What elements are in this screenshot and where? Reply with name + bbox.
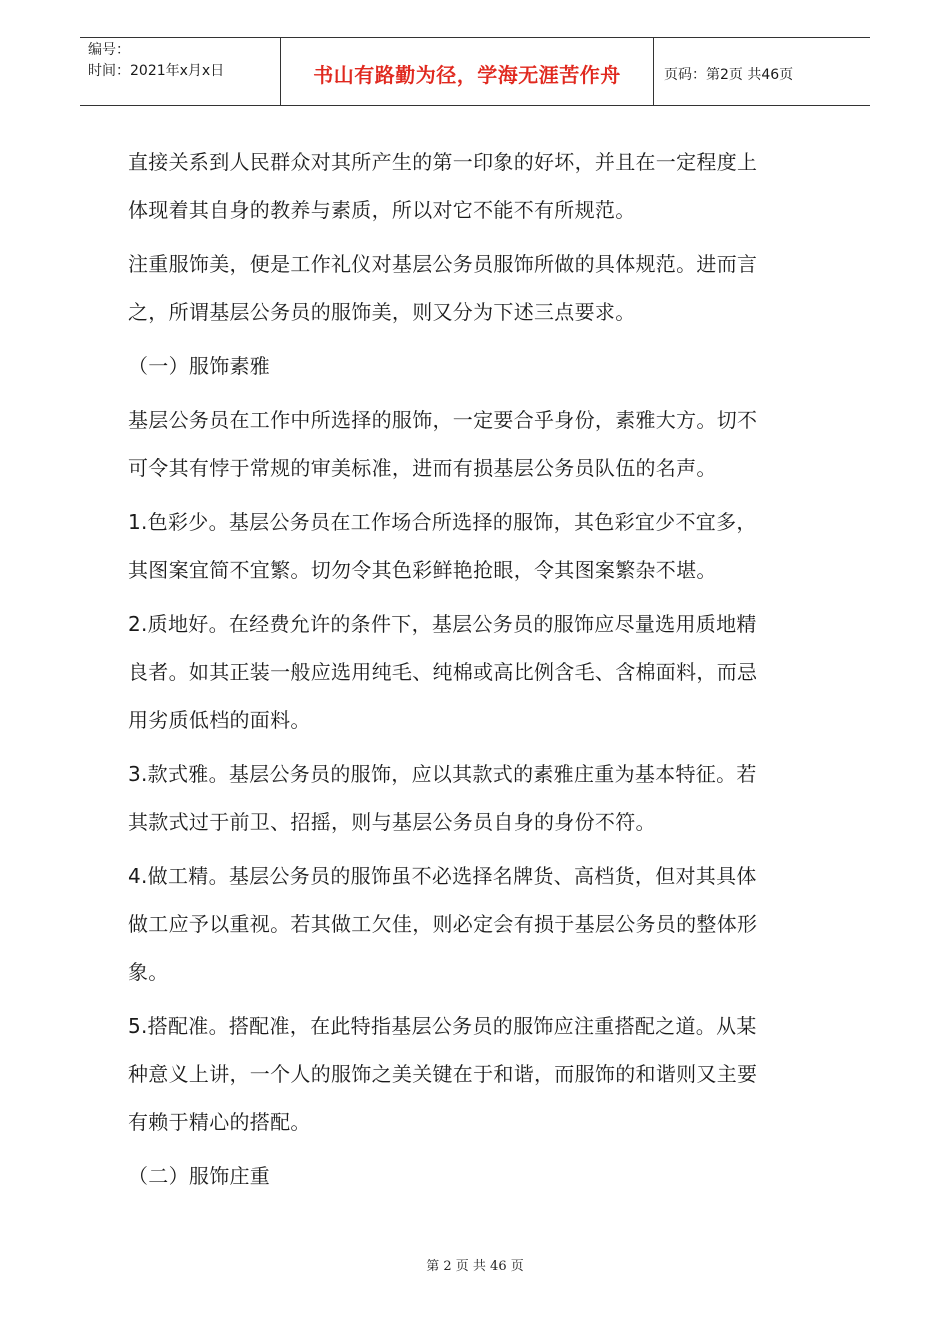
text-line: 2.质地好。在经费允许的条件下，基层公务员的服饰应尽量选用质地精 xyxy=(128,612,757,636)
text-line: （一）服饰素雅 xyxy=(128,354,271,378)
text-line: 象。 xyxy=(128,960,169,984)
text-line: 用劣质低档的面料。 xyxy=(128,708,311,732)
paragraph xyxy=(128,600,828,744)
text-line: 直接关系到人民群众对其所产生的第一印象的好坏，并且在一定程度上 xyxy=(128,150,758,174)
body-text xyxy=(128,138,828,1200)
number-label: 编号： xyxy=(88,42,130,58)
text-line: 1.色彩少。基层公务员在工作场合所选择的服饰，其色彩宜少不宜多， xyxy=(128,510,757,534)
paragraph xyxy=(128,138,828,234)
text-line: 其款式过于前卫、招摇，则与基层公务员自身的身份不符。 xyxy=(128,810,656,834)
text-line: 种意义上讲，一个人的服饰之美关键在于和谐，而服饰的和谐则又主要 xyxy=(128,1062,758,1086)
paragraph xyxy=(128,342,828,390)
text-line: 可令其有悖于常规的审美标准，进而有损基层公务员队伍的名声。 xyxy=(128,456,717,480)
text-line: （二）服饰庄重 xyxy=(128,1164,271,1188)
text-line: 良者。如其正装一般应选用纯毛、纯棉或高比例含毛、含棉面料，而忌 xyxy=(128,660,758,684)
header-motto: 书山有路勤为径，学海无涯苦作舟 xyxy=(281,38,654,105)
paragraph xyxy=(128,498,828,594)
text-line: 3.款式雅。基层公务员的服饰，应以其款式的素雅庄重为基本特征。若 xyxy=(128,762,757,786)
text-line: 5.搭配准。搭配准，在此特指基层公务员的服饰应注重搭配之道。从某 xyxy=(128,1014,757,1038)
paragraph xyxy=(128,396,828,492)
paragraph xyxy=(128,240,828,336)
paragraph xyxy=(128,1152,828,1200)
text-line: 4.做工精。基层公务员的服饰虽不必选择名牌货、高档货，但对其具体 xyxy=(128,864,757,888)
text-line: 基层公务员在工作中所选择的服饰，一定要合乎身份，素雅大方。切不 xyxy=(128,408,758,432)
header-page-info: 页码：第2页 共46页 xyxy=(664,66,794,83)
text-line: 做工应予以重视。若其做工欠佳，则必定会有损于基层公务员的整体形 xyxy=(128,912,758,936)
text-line: 其图案宜简不宜繁。切勿令其色彩鲜艳抢眼，令其图案繁杂不堪。 xyxy=(128,558,717,582)
paragraph xyxy=(128,852,828,996)
text-line: 有赖于精心的搭配。 xyxy=(128,1110,311,1134)
text-line: 体现着其自身的教养与素质，所以对它不能不有所规范。 xyxy=(128,198,636,222)
paragraph xyxy=(128,750,828,846)
text-line: 注重服饰美，便是工作礼仪对基层公务员服饰所做的具体规范。进而言 xyxy=(128,252,758,276)
header-meta xyxy=(80,38,281,105)
text-line: 之，所谓基层公务员的服饰美，则又分为下述三点要求。 xyxy=(128,300,636,324)
paragraph xyxy=(128,1002,828,1146)
time-label: 时间：2021年x月x日 xyxy=(88,63,225,79)
page-footer: 第 2 页 共 46 页 xyxy=(426,1259,524,1274)
header-table xyxy=(80,37,870,106)
